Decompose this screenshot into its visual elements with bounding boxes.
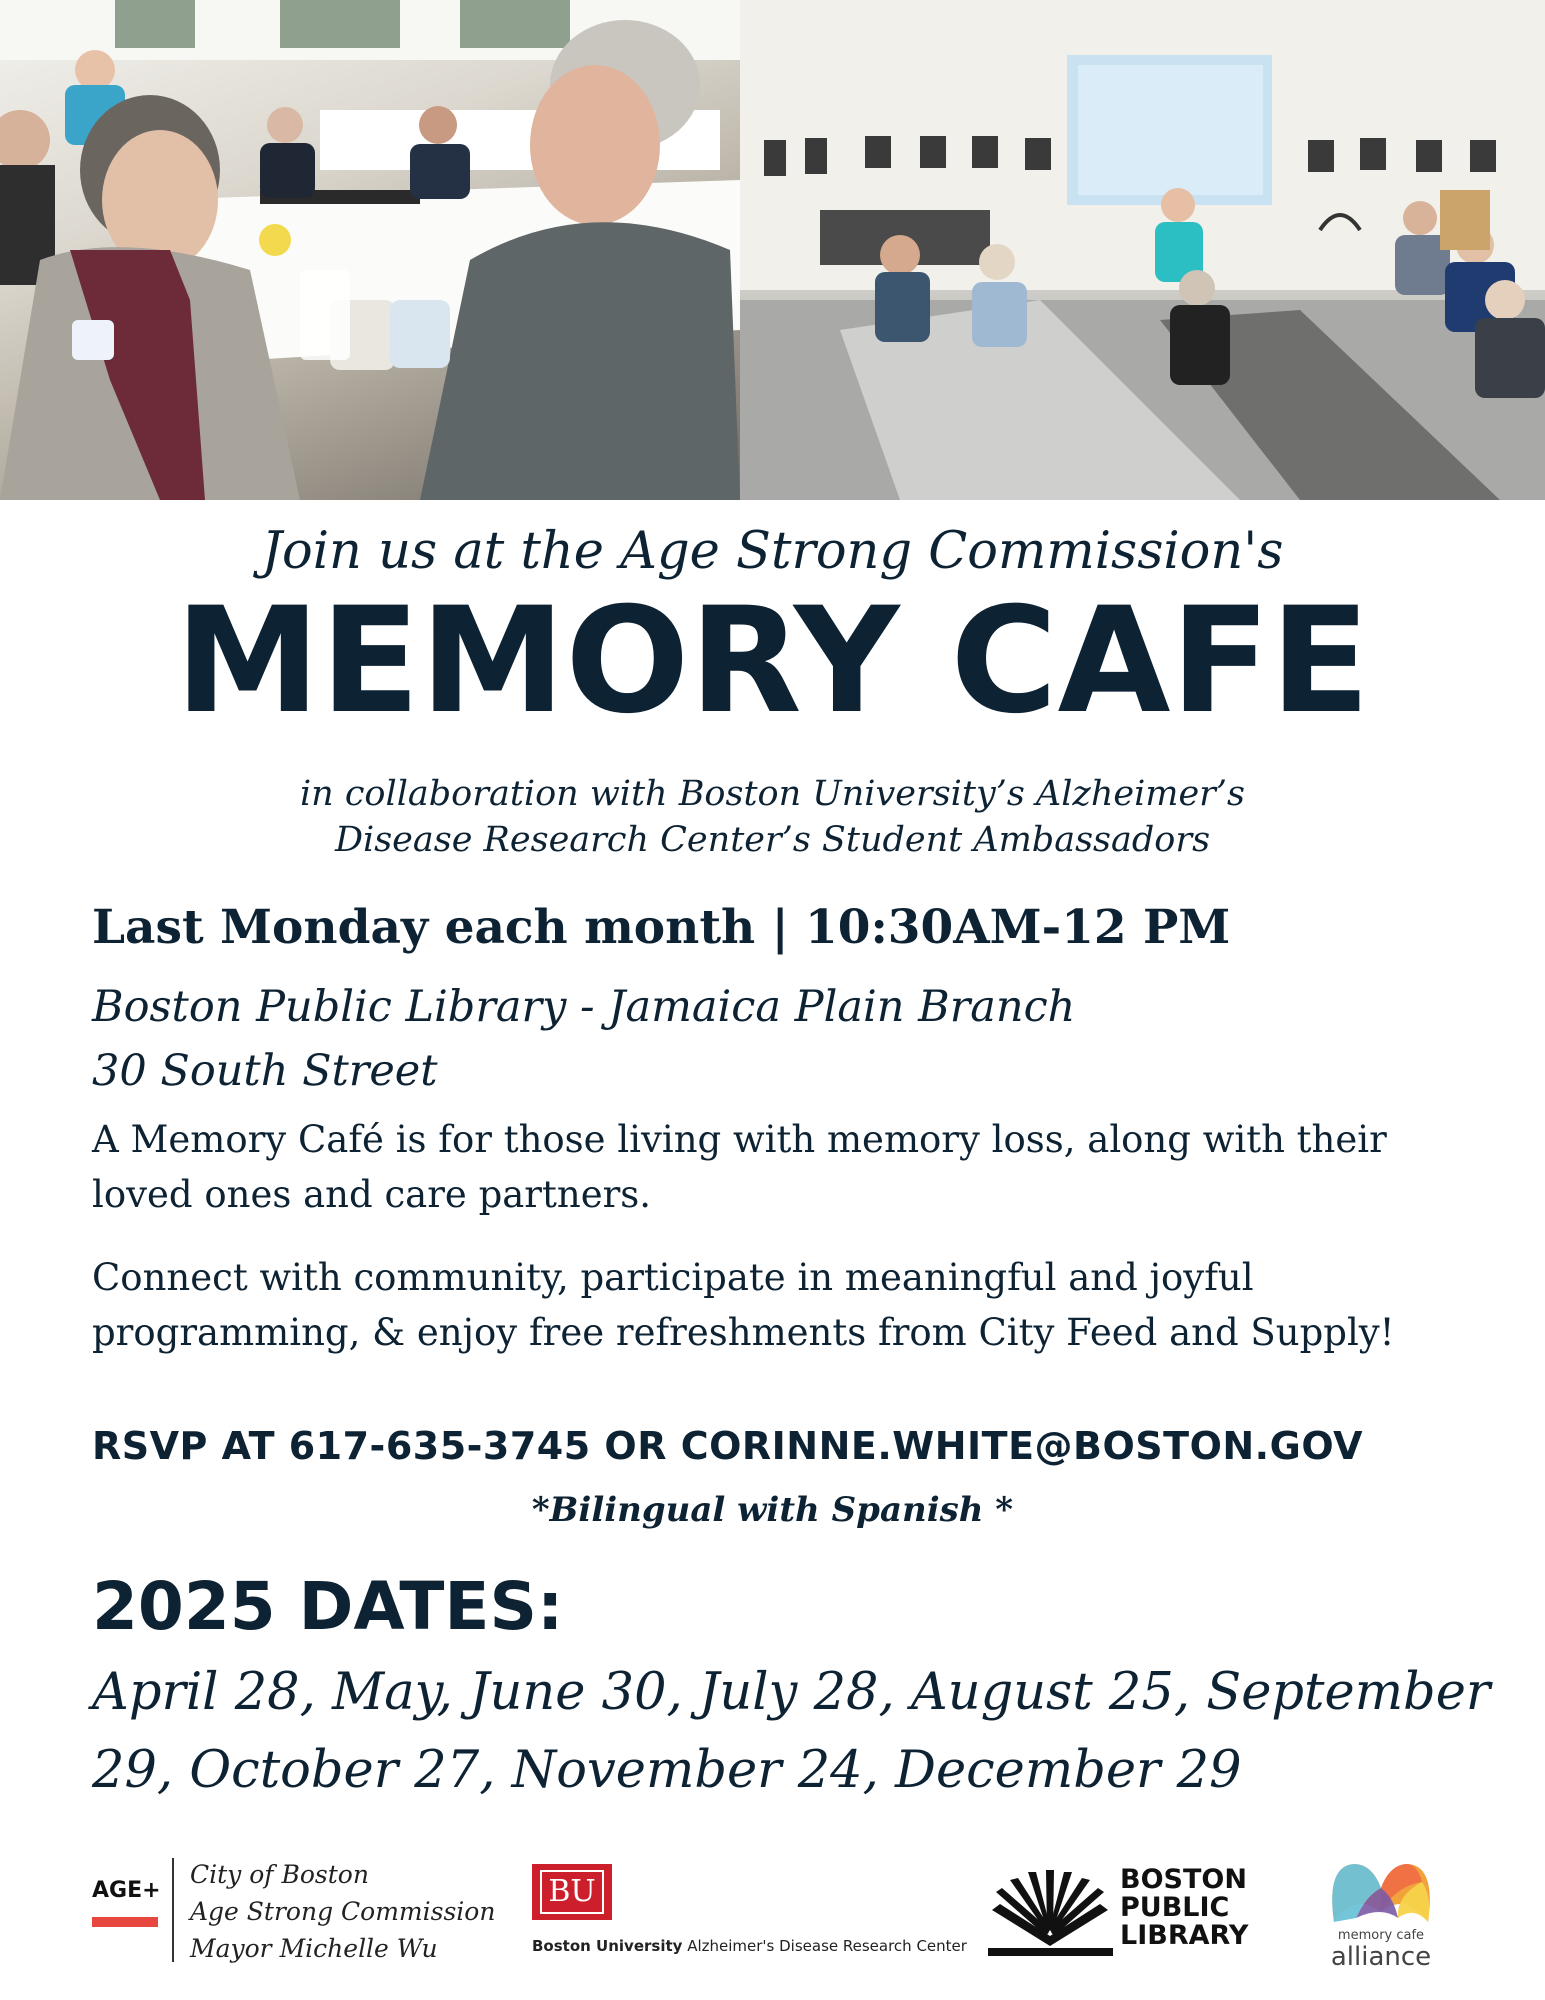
memory-cafe-alliance-icon [1326, 1856, 1436, 1928]
photo-coffee-illustration [0, 0, 740, 500]
collaboration-line-2: Disease Research Center’s Student Ambassadors [334, 820, 1211, 860]
collaboration-note [0, 771, 1545, 863]
age-logo-bar [92, 1917, 158, 1927]
photo-exercise-illustration [740, 0, 1545, 500]
bu-logo-mark: BU [540, 1870, 603, 1914]
dates-heading: 2025 DATES: [92, 1568, 564, 1645]
rsvp-line: RSVP AT 617-635-3745 OR CORINNE.WHITE@BOSTON.GOV [92, 1424, 1364, 1468]
age-line-commission: Age Strong Commission [190, 1897, 496, 1926]
schedule-line: Last Monday each month | 10:30AM-12 PM [92, 900, 1231, 955]
intro-line: Join us at the Age Strong Commission's [261, 522, 1284, 581]
bu-center: Alzheimer's Disease Research Center [687, 1937, 967, 1955]
age-logo-text: AGE+ [92, 1878, 161, 1903]
dates-list: April 28, May, June 30, July 28, August 25, September 29, October 27, November 24, December 29 [92, 1663, 1491, 1800]
photo-coffee-conversation [0, 0, 740, 500]
age-line-city: City of Boston [190, 1860, 369, 1889]
age-strong-logo [92, 1878, 162, 1927]
bpl-line-1: BOSTON [1120, 1864, 1247, 1895]
boston-public-library-book-icon [988, 1870, 1113, 1960]
bpl-line-3: LIBRARY [1120, 1920, 1249, 1951]
bilingual-note: *Bilingual with Spanish * [531, 1490, 1014, 1530]
bu-logo [532, 1864, 612, 1920]
age-strong-text [190, 1856, 495, 1967]
bu-caption [532, 1937, 967, 1955]
connect-paragraph: Connect with community, participate in meaningful and joyful programming, & enjoy free refreshments from City Feed and Supply! [92, 1256, 1395, 1354]
bpl-line-2: PUBLIC [1120, 1892, 1230, 1923]
boston-public-library-wordmark [1120, 1866, 1248, 1950]
page-title: MEMORY CAFE [174, 576, 1371, 746]
location-line-2: 30 South Street [92, 1046, 438, 1096]
sponsor-footer [0, 1840, 1545, 1980]
age-divider [172, 1858, 174, 1962]
mca-wordmark-small: memory cafe [1337, 1928, 1425, 1943]
location-block [92, 975, 1075, 1103]
photo-chair-exercise [740, 0, 1545, 500]
bu-name: Boston University [532, 1937, 683, 1955]
collaboration-line-1: in collaboration with Boston University’s Alzheimer’s [299, 774, 1246, 814]
about-paragraph: A Memory Café is for those living with memory loss, along with their loved ones and care partners. [92, 1118, 1387, 1216]
age-line-mayor: Mayor Michelle Wu [190, 1934, 438, 1963]
mca-wordmark-large: alliance [1330, 1942, 1432, 1972]
location-line-1: Boston Public Library - Jamaica Plain Branch [92, 982, 1076, 1032]
photo-strip [0, 0, 1545, 500]
